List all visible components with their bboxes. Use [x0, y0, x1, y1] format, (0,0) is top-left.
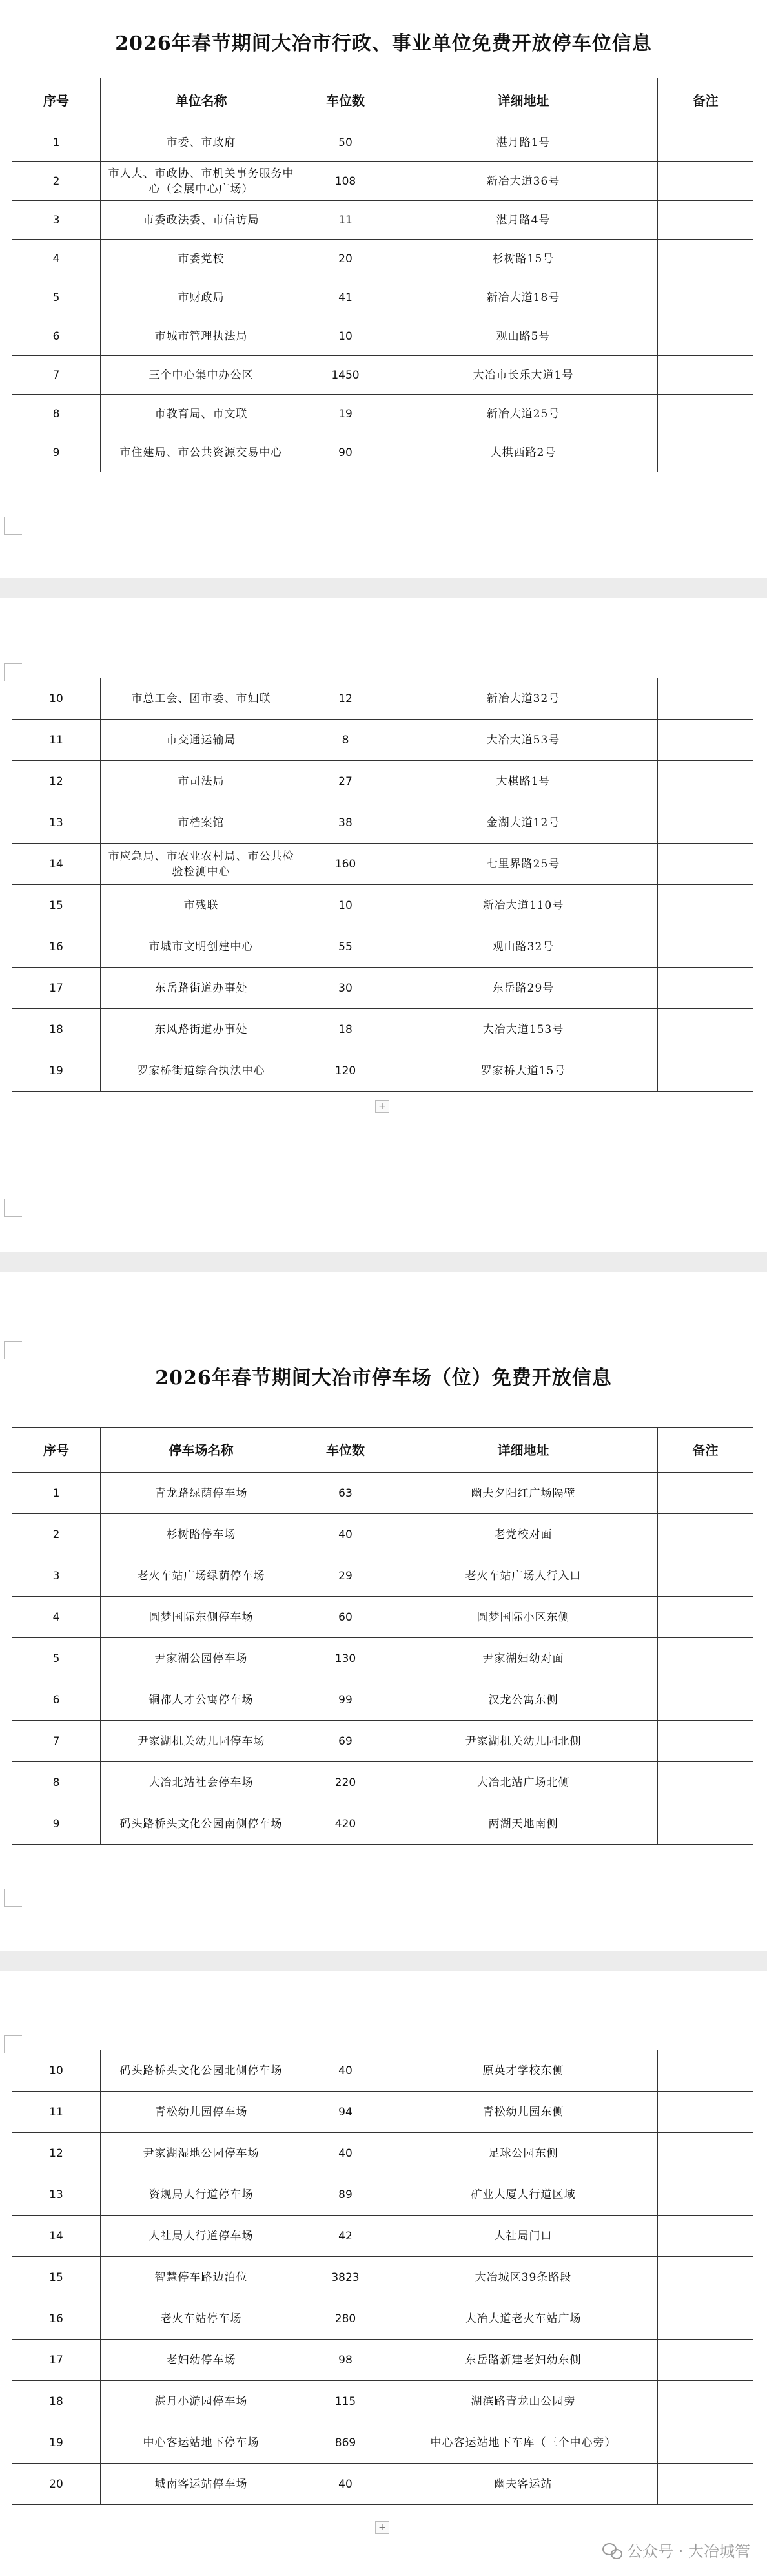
- cell-name: 湛月小游园停车场: [101, 2381, 302, 2422]
- table-row: [12, 201, 753, 240]
- page-corner-mark: [4, 1889, 22, 1907]
- cell-remark: [658, 1638, 753, 1679]
- public-parking-table-part1: [12, 1427, 753, 1845]
- table-row: [12, 356, 753, 395]
- cell-name: 市档案馆: [101, 802, 302, 844]
- page-title: 2026年春节期间大冶市行政、事业单位免费开放停车位信息: [115, 32, 652, 55]
- cell-remark: [658, 395, 753, 433]
- add-row-button[interactable]: +: [375, 1100, 389, 1113]
- cell-address: 新冶大道36号: [389, 162, 658, 201]
- cell-index: 3: [12, 1555, 101, 1597]
- cell-name: 城南客运站停车场: [101, 2464, 302, 2505]
- cell-spaces: 8: [302, 720, 389, 761]
- cell-address: 原英才学校东侧: [389, 2050, 658, 2092]
- cell-name: 市应急局、市农业农村局、市公共检验检测中心: [101, 844, 302, 885]
- watermark: [602, 2539, 750, 2561]
- cell-index: 16: [12, 2298, 101, 2340]
- cell-remark: [658, 162, 753, 201]
- cell-index: 5: [12, 1638, 101, 1679]
- cell-index: 9: [12, 1803, 101, 1845]
- column-header: 单位名称: [101, 78, 302, 123]
- government-parking-table-part2: [12, 678, 753, 1092]
- column-header: 详细地址: [389, 1428, 658, 1473]
- government-parking-table-part1: [12, 78, 753, 472]
- cell-spaces: 60: [302, 1597, 389, 1638]
- cell-index: 17: [12, 2340, 101, 2381]
- cell-index: 13: [12, 802, 101, 844]
- cell-address: 大冶大道153号: [389, 1009, 658, 1050]
- cell-index: 1: [12, 123, 101, 162]
- column-header: 停车场名称: [101, 1428, 302, 1473]
- cell-remark: [658, 1679, 753, 1721]
- cell-name: 老妇幼停车场: [101, 2340, 302, 2381]
- cell-index: 10: [12, 2050, 101, 2092]
- table-row: [12, 1555, 753, 1597]
- cell-remark: [658, 2050, 753, 2092]
- table-row: [12, 123, 753, 162]
- cell-address: 东岳路新建老妇幼东侧: [389, 2340, 658, 2381]
- cell-address: 东岳路29号: [389, 968, 658, 1009]
- cell-address: 观山路5号: [389, 317, 658, 356]
- table-row: [12, 2050, 753, 2092]
- cell-name: 码头路桥头文化公园北侧停车场: [101, 2050, 302, 2092]
- cell-name: 市人大、市政协、市机关事务服务中心（会展中心广场）: [101, 162, 302, 201]
- table-row: [12, 2133, 753, 2174]
- cell-index: 19: [12, 2422, 101, 2464]
- table-row: [12, 2298, 753, 2340]
- cell-remark: [658, 356, 753, 395]
- cell-index: 11: [12, 720, 101, 761]
- cell-spaces: 90: [302, 433, 389, 472]
- table-row: [12, 1473, 753, 1514]
- cell-address: 足球公园东侧: [389, 2133, 658, 2174]
- table-row: [12, 2464, 753, 2505]
- cell-address: 尹家湖妇幼对面: [389, 1638, 658, 1679]
- cell-spaces: 40: [302, 2133, 389, 2174]
- table-row: [12, 802, 753, 844]
- cell-address: 大冶市长乐大道1号: [389, 356, 658, 395]
- page-corner-mark: [4, 517, 22, 535]
- table-row: [12, 2257, 753, 2298]
- cell-address: 新冶大道25号: [389, 395, 658, 433]
- table-row: [12, 1638, 753, 1679]
- cell-name: 市交通运输局: [101, 720, 302, 761]
- cell-address: 中心客运站地下车库（三个中心旁）: [389, 2422, 658, 2464]
- cell-spaces: 18: [302, 1009, 389, 1050]
- table-row: [12, 2381, 753, 2422]
- cell-index: 18: [12, 1009, 101, 1050]
- cell-remark: [658, 1514, 753, 1555]
- cell-index: 17: [12, 968, 101, 1009]
- cell-address: 罗家桥大道15号: [389, 1050, 658, 1092]
- cell-address: 大棋西路2号: [389, 433, 658, 472]
- cell-name: 大冶北站社会停车场: [101, 1762, 302, 1803]
- cell-remark: [658, 317, 753, 356]
- cell-spaces: 27: [302, 761, 389, 802]
- cell-remark: [658, 885, 753, 926]
- cell-remark: [658, 2464, 753, 2505]
- cell-spaces: 19: [302, 395, 389, 433]
- cell-name: 东岳路街道办事处: [101, 968, 302, 1009]
- table-row: [12, 1803, 753, 1845]
- cell-spaces: 94: [302, 2092, 389, 2133]
- cell-remark: [658, 2257, 753, 2298]
- cell-spaces: 38: [302, 802, 389, 844]
- cell-name: 市委党校: [101, 240, 302, 278]
- cell-name: 东风路街道办事处: [101, 1009, 302, 1050]
- cell-address: 新冶大道110号: [389, 885, 658, 926]
- cell-address: 老党校对面: [389, 1514, 658, 1555]
- cell-spaces: 29: [302, 1555, 389, 1597]
- table-header-row: [12, 78, 753, 123]
- cell-spaces: 42: [302, 2216, 389, 2257]
- table-row: [12, 720, 753, 761]
- table-row: [12, 926, 753, 968]
- table-row: [12, 1762, 753, 1803]
- cell-index: 18: [12, 2381, 101, 2422]
- cell-spaces: 869: [302, 2422, 389, 2464]
- cell-address: 湛月路1号: [389, 123, 658, 162]
- table-row: [12, 1679, 753, 1721]
- cell-address: 金湖大道12号: [389, 802, 658, 844]
- cell-remark: [658, 926, 753, 968]
- cell-address: 大棋路1号: [389, 761, 658, 802]
- cell-spaces: 12: [302, 678, 389, 720]
- cell-name: 码头路桥头文化公园南侧停车场: [101, 1803, 302, 1845]
- cell-name: 中心客运站地下停车场: [101, 2422, 302, 2464]
- cell-remark: [658, 1803, 753, 1845]
- cell-index: 6: [12, 317, 101, 356]
- cell-address: 汉龙公寓东侧: [389, 1679, 658, 1721]
- cell-spaces: 115: [302, 2381, 389, 2422]
- cell-address: 尹家湖机关幼儿园北侧: [389, 1721, 658, 1762]
- cell-name: 市住建局、市公共资源交易中心: [101, 433, 302, 472]
- public-parking-table-part2: [12, 2050, 753, 2505]
- cell-spaces: 10: [302, 885, 389, 926]
- cell-remark: [658, 1597, 753, 1638]
- cell-name: 人社局人行道停车场: [101, 2216, 302, 2257]
- cell-address: 大冶大道53号: [389, 720, 658, 761]
- cell-index: 7: [12, 1721, 101, 1762]
- cell-spaces: 69: [302, 1721, 389, 1762]
- cell-spaces: 30: [302, 968, 389, 1009]
- cell-index: 15: [12, 2257, 101, 2298]
- column-header: 车位数: [302, 1428, 389, 1473]
- cell-index: 12: [12, 761, 101, 802]
- table-row: [12, 2092, 753, 2133]
- cell-index: 7: [12, 356, 101, 395]
- cell-remark: [658, 2422, 753, 2464]
- cell-remark: [658, 2174, 753, 2216]
- cell-index: 15: [12, 885, 101, 926]
- cell-name: 市委政法委、市信访局: [101, 201, 302, 240]
- table-row: [12, 395, 753, 433]
- cell-remark: [658, 1050, 753, 1092]
- cell-spaces: 130: [302, 1638, 389, 1679]
- cell-remark: [658, 968, 753, 1009]
- column-header: 序号: [12, 78, 101, 123]
- cell-index: 1: [12, 1473, 101, 1514]
- column-header: 车位数: [302, 78, 389, 123]
- cell-address: 大冶大道老火车站广场: [389, 2298, 658, 2340]
- cell-spaces: 420: [302, 1803, 389, 1845]
- table-row: [12, 844, 753, 885]
- cell-remark: [658, 123, 753, 162]
- cell-address: 湖滨路青龙山公园旁: [389, 2381, 658, 2422]
- table-row: [12, 1721, 753, 1762]
- cell-spaces: 40: [302, 2464, 389, 2505]
- table-row: [12, 678, 753, 720]
- cell-remark: [658, 678, 753, 720]
- table-row: [12, 1009, 753, 1050]
- watermark-text: 公众号 · 大冶城管: [627, 2542, 750, 2560]
- cell-name: 圆梦国际东侧停车场: [101, 1597, 302, 1638]
- cell-spaces: 40: [302, 1514, 389, 1555]
- cell-address: 矿业大厦人行道区域: [389, 2174, 658, 2216]
- cell-spaces: 220: [302, 1762, 389, 1803]
- table-row: [12, 2174, 753, 2216]
- cell-name: 市残联: [101, 885, 302, 926]
- column-header: 备注: [658, 1428, 753, 1473]
- cell-name: 尹家湖湿地公园停车场: [101, 2133, 302, 2174]
- cell-index: 4: [12, 1597, 101, 1638]
- cell-address: 青松幼儿园东侧: [389, 2092, 658, 2133]
- cell-remark: [658, 1721, 753, 1762]
- cell-name: 市城市管理执法局: [101, 317, 302, 356]
- cell-spaces: 280: [302, 2298, 389, 2340]
- table-row: [12, 885, 753, 926]
- wechat-icon: [602, 2542, 622, 2559]
- cell-name: 青龙路绿荫停车场: [101, 1473, 302, 1514]
- table-row: [12, 2340, 753, 2381]
- cell-spaces: 89: [302, 2174, 389, 2216]
- cell-remark: [658, 802, 753, 844]
- cell-address: 七里界路25号: [389, 844, 658, 885]
- column-header: 备注: [658, 78, 753, 123]
- page-title: 2026年春节期间大冶市停车场（位）免费开放信息: [155, 1367, 612, 1389]
- cell-remark: [658, 844, 753, 885]
- cell-remark: [658, 1555, 753, 1597]
- cell-spaces: 63: [302, 1473, 389, 1514]
- cell-name: 铜都人才公寓停车场: [101, 1679, 302, 1721]
- cell-address: 圆梦国际小区东侧: [389, 1597, 658, 1638]
- table-row: [12, 1597, 753, 1638]
- cell-name: 市教育局、市文联: [101, 395, 302, 433]
- cell-remark: [658, 1762, 753, 1803]
- cell-remark: [658, 278, 753, 317]
- cell-remark: [658, 2133, 753, 2174]
- table-header-row: [12, 1428, 753, 1473]
- cell-name: 市司法局: [101, 761, 302, 802]
- cell-name: 杉树路停车场: [101, 1514, 302, 1555]
- cell-address: 幽夫夕阳红广场隔壁: [389, 1473, 658, 1514]
- cell-spaces: 41: [302, 278, 389, 317]
- add-row-button[interactable]: +: [375, 2521, 389, 2534]
- cell-address: 两湖天地南侧: [389, 1803, 658, 1845]
- cell-spaces: 120: [302, 1050, 389, 1092]
- cell-index: 9: [12, 433, 101, 472]
- cell-spaces: 99: [302, 1679, 389, 1721]
- cell-name: 市财政局: [101, 278, 302, 317]
- table-row: [12, 433, 753, 472]
- cell-remark: [658, 1009, 753, 1050]
- table-row: [12, 1050, 753, 1092]
- cell-remark: [658, 1473, 753, 1514]
- cell-index: 19: [12, 1050, 101, 1092]
- column-header: 详细地址: [389, 78, 658, 123]
- cell-name: 尹家湖机关幼儿园停车场: [101, 1721, 302, 1762]
- cell-address: 幽夫客运站: [389, 2464, 658, 2505]
- cell-index: 2: [12, 1514, 101, 1555]
- cell-remark: [658, 761, 753, 802]
- cell-index: 2: [12, 162, 101, 201]
- cell-remark: [658, 2340, 753, 2381]
- cell-index: 6: [12, 1679, 101, 1721]
- cell-name: 老火车站停车场: [101, 2298, 302, 2340]
- table-row: [12, 761, 753, 802]
- cell-address: 大冶城区39条路段: [389, 2257, 658, 2298]
- cell-remark: [658, 2216, 753, 2257]
- cell-name: 老火车站广场绿荫停车场: [101, 1555, 302, 1597]
- cell-index: 5: [12, 278, 101, 317]
- cell-remark: [658, 433, 753, 472]
- cell-name: 智慧停车路边泊位: [101, 2257, 302, 2298]
- cell-spaces: 1450: [302, 356, 389, 395]
- cell-spaces: 108: [302, 162, 389, 201]
- page-corner-mark: [4, 1199, 22, 1217]
- cell-spaces: 11: [302, 201, 389, 240]
- cell-name: 尹家湖公园停车场: [101, 1638, 302, 1679]
- cell-index: 13: [12, 2174, 101, 2216]
- cell-address: 湛月路4号: [389, 201, 658, 240]
- cell-spaces: 98: [302, 2340, 389, 2381]
- cell-index: 14: [12, 2216, 101, 2257]
- cell-index: 10: [12, 678, 101, 720]
- cell-spaces: 3823: [302, 2257, 389, 2298]
- cell-name: 市城市文明创建中心: [101, 926, 302, 968]
- cell-spaces: 160: [302, 844, 389, 885]
- cell-spaces: 10: [302, 317, 389, 356]
- cell-address: 新冶大道18号: [389, 278, 658, 317]
- cell-name: 资规局人行道停车场: [101, 2174, 302, 2216]
- cell-address: 人社局门口: [389, 2216, 658, 2257]
- cell-address: 老火车站广场人行入口: [389, 1555, 658, 1597]
- cell-index: 20: [12, 2464, 101, 2505]
- cell-index: 12: [12, 2133, 101, 2174]
- cell-remark: [658, 240, 753, 278]
- table-row: [12, 278, 753, 317]
- cell-index: 8: [12, 1762, 101, 1803]
- table-row: [12, 162, 753, 201]
- cell-address: 杉树路15号: [389, 240, 658, 278]
- table-row: [12, 317, 753, 356]
- cell-spaces: 20: [302, 240, 389, 278]
- cell-index: 16: [12, 926, 101, 968]
- cell-spaces: 50: [302, 123, 389, 162]
- cell-name: 青松幼儿园停车场: [101, 2092, 302, 2133]
- cell-index: 14: [12, 844, 101, 885]
- table-row: [12, 1514, 753, 1555]
- cell-name: 市总工会、团市委、市妇联: [101, 678, 302, 720]
- cell-remark: [658, 2381, 753, 2422]
- cell-name: 市委、市政府: [101, 123, 302, 162]
- cell-index: 3: [12, 201, 101, 240]
- table-row: [12, 968, 753, 1009]
- table-row: [12, 2216, 753, 2257]
- cell-remark: [658, 2298, 753, 2340]
- cell-index: 8: [12, 395, 101, 433]
- cell-remark: [658, 720, 753, 761]
- page-corner-mark: [4, 1341, 22, 1359]
- cell-remark: [658, 2092, 753, 2133]
- column-header: 序号: [12, 1428, 101, 1473]
- table-row: [12, 240, 753, 278]
- cell-index: 4: [12, 240, 101, 278]
- cell-address: 大冶北站广场北侧: [389, 1762, 658, 1803]
- table-row: [12, 2422, 753, 2464]
- cell-address: 新冶大道32号: [389, 678, 658, 720]
- cell-index: 11: [12, 2092, 101, 2133]
- cell-spaces: 55: [302, 926, 389, 968]
- cell-address: 观山路32号: [389, 926, 658, 968]
- cell-remark: [658, 201, 753, 240]
- cell-name: 罗家桥街道综合执法中心: [101, 1050, 302, 1092]
- cell-spaces: 40: [302, 2050, 389, 2092]
- cell-name: 三个中心集中办公区: [101, 356, 302, 395]
